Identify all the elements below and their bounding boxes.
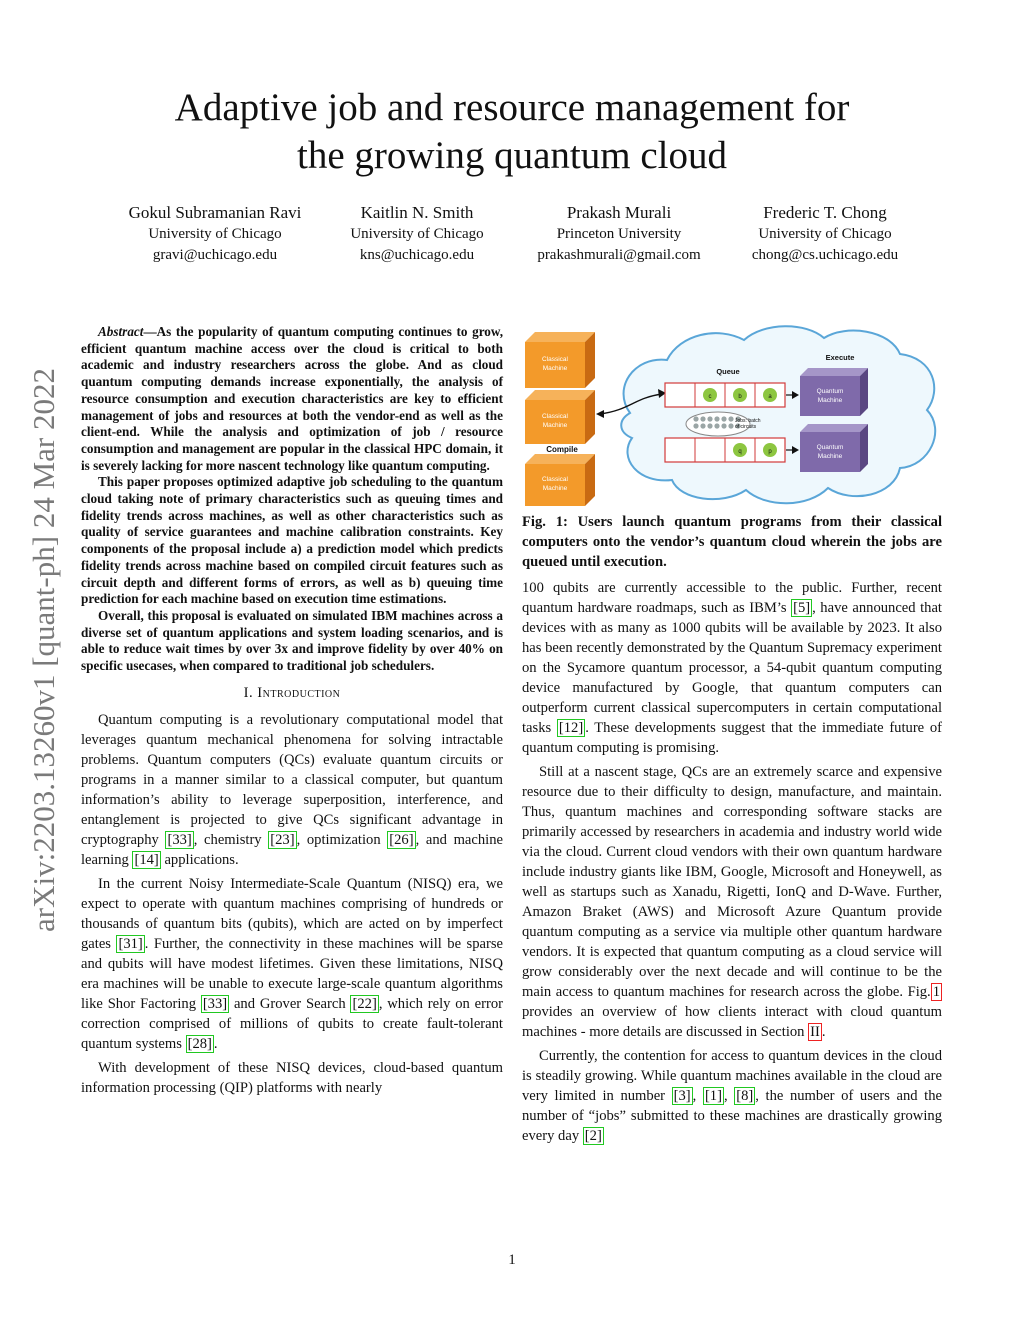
queue-2: [665, 438, 785, 462]
intro-paragraph-1: [81, 710, 503, 870]
abstract-paragraph-2: This paper proposes optimized adaptive job scheduling to the quantum cloud taking note of primary characteristics such as queuing times and fidelity trends across machines, as well as other characteristics such as quality of service guarantees and machine calibration constraints. Key components of the proposal include a) a prediction model which predicts fidelity trends across machine based on compiled circuit features such as circuit depth and different forms of errors, as well as b) queuing time prediction for each machine based on execution time estimations.: [81, 474, 503, 607]
right-paragraph-2: [522, 762, 942, 1042]
author-1: [110, 202, 320, 266]
text: , chemistry: [193, 831, 269, 848]
queue-label: Queue: [716, 367, 740, 376]
author-affiliation: University of Chicago: [758, 226, 892, 242]
right-paragraph-1: [522, 578, 942, 758]
paper-title: [0, 84, 1024, 180]
author-name: Prakash Murali: [566, 203, 672, 222]
classical-machine-1: [525, 332, 595, 388]
left-column: [81, 324, 503, 1102]
citation-link[interactable]: [31]: [118, 935, 143, 952]
author-4: [720, 202, 930, 266]
citation-link[interactable]: [3]: [673, 1088, 691, 1104]
citation-link[interactable]: [33]: [202, 995, 228, 1012]
page-number: 1: [508, 1252, 516, 1268]
figure-1-diagram: [522, 318, 942, 508]
intro-paragraph-3: With development of these NISQ devices, cloud-based quantum information processing (QIP) platforms with nearly: [81, 1059, 503, 1096]
citation-link[interactable]: [2]: [584, 1128, 602, 1144]
citation-link[interactable]: [22]: [352, 995, 377, 1012]
quantum-label-line-2: Machine: [817, 397, 843, 404]
author-email: chong@cs.uchicago.edu: [751, 247, 899, 263]
text: , which rely on error correction comprised of millions of qubits to create fault-tolerant quantum systems: [81, 995, 503, 1052]
text: Currently, the contention for access to quantum devices in the cloud is steadily growing. While quantum machines available in the cloud are very limited in number: [522, 1048, 942, 1104]
text: Still at a nascent stage, QCs are an extremely scarce and expensive resource due to their difficulty to design, manufacture, and maintain. Thus, quantum machines and corresponding software stacks are primarily accessed by researchers in academia and industry world wide via the cloud. Current cloud vendors with their own quantum hardware include industry giants like IBM, Google, Microsoft and Honeywell, as well as startups such as Xanadu, Rigetti, IonQ and D-Wave. Further, Amazon Braket (AWS) and Microsoft Azure Quantum provide quantum computing as a service via multiple other quantum hardware vendors. It is expected that quantum computing as a cloud service will grow considerably over the next decade and will continue to be the main access to quantum machines for research across the globe. Fig.: [522, 764, 942, 1000]
text: .: [213, 1035, 218, 1052]
quantum-machine-2: [800, 424, 868, 472]
quantum-cloud-shape: [621, 326, 935, 503]
job-a: a: [768, 394, 772, 400]
text: applications.: [160, 851, 239, 868]
arrowhead-left-icon: [596, 410, 604, 418]
quantum-machine-1: [800, 368, 868, 416]
text: . Further, the connectivity in these machines will be sparse and qubits will have modest lifetimes. Given these limitations, NISQ era machines will be unable to execute large-scale quantum algorithms like Shor Factoring: [81, 935, 503, 1012]
author-affiliation: University of Chicago: [350, 226, 484, 242]
citation-link[interactable]: [14]: [134, 851, 159, 868]
intro-paragraph-2: [81, 874, 503, 1054]
compile-label: Compile: [546, 445, 578, 454]
citation-link[interactable]: [33]: [167, 831, 192, 848]
jobs-label-line-2: of circuits: [735, 424, 757, 430]
author-email: kns@uchicago.edu: [359, 247, 475, 263]
quantum-label-line-1: Quantum: [816, 444, 844, 451]
title-line-1: Adaptive job and resource management for: [174, 86, 850, 129]
citation-link[interactable]: [28]: [187, 1035, 212, 1052]
classical-label-line-2: Machine: [542, 485, 568, 492]
right-column: [522, 578, 942, 1150]
text: . These developments suggest that the immediate future of quantum computing is promising.: [522, 720, 942, 756]
author-affiliation: University of Chicago: [148, 226, 282, 242]
author-email: gravi@uchicago.edu: [152, 247, 278, 263]
citation-link[interactable]: [8]: [736, 1088, 754, 1104]
abstract: [81, 324, 503, 675]
citation-link[interactable]: [26]: [389, 831, 414, 848]
author-name: Frederic T. Chong: [763, 203, 887, 222]
figure-1-caption: Fig. 1: Users launch quantum programs from their classical computers onto the vendor’s quantum cloud wherein the jobs are queued until execution.: [522, 514, 942, 570]
section-number: I.: [243, 684, 254, 701]
execute-label: Execute: [825, 353, 855, 362]
section-title: Introduction: [257, 684, 341, 701]
citation-link[interactable]: [1]: [704, 1088, 722, 1104]
text: , the number of users and the number of “jobs” submitted to these machines are drastically growing every day: [522, 1088, 943, 1144]
job-p: p: [768, 449, 772, 455]
section-reference-link[interactable]: II: [810, 1024, 820, 1040]
author-name: Kaitlin N. Smith: [360, 203, 474, 222]
queue-1: [665, 383, 785, 407]
classical-label-line-2: Machine: [542, 422, 568, 429]
citation-link[interactable]: [5]: [793, 600, 811, 616]
classical-label-line-1: Classical: [541, 476, 569, 483]
abstract-paragraph-3: Overall, this proposal is evaluated on simulated IBM machines across a diverse set of quantum applications and system loading scenarios, and is able to reduce wait times by over 3x and improve fidelity by over 40% on specific usecases, when compared to traditional job schedulers.: [81, 607, 503, 674]
figure-1: [522, 318, 942, 508]
text: Quantum computing is a revolutionary computational model that leverages quantum mechanical phenomena for solving intractable problems. Quantum computers (QCs) evaluate quantum circuits or programs in a manner similar to a classical computer, but quantum information’s ability to leverage superposition, interference, and entanglement is projected to give QCs significant advantage in cryptography: [81, 711, 503, 848]
text: In the current Noisy Intermediate-Scale Quantum (NISQ) era, we expect to operate with quantum machines comprising of hundreds or thousands of quantum bits (qubits), which are acted on by imperfect gates: [81, 875, 503, 952]
quantum-label-line-2: Machine: [817, 453, 843, 460]
abstract-label: Abstract: [98, 324, 144, 339]
classical-machine-3: [525, 454, 595, 506]
author-affiliation: Princeton University: [556, 226, 682, 242]
abstract-text-1: As the popularity of quantum computing continues to grow, efficient quantum machine access over the cloud is critical to both academic and industry researchers across the globe. And as cloud quantum computing demands increase exponentially, the analysis of resource consumption and execution characteristics are key to efficient management of jobs and resources at both the vendor-end as well as the client-end. While the analysis and optimization of job / resource consumption and management are popular in the classical HPC domain, it is severely lacking for more nascent technology like quantum computing.: [81, 324, 503, 473]
text: .: [821, 1024, 826, 1040]
right-paragraph-3: [522, 1046, 942, 1146]
text: , and machine learning: [81, 831, 504, 868]
citation-link[interactable]: [23]: [270, 831, 295, 848]
figure-reference-link[interactable]: 1: [932, 984, 940, 1000]
classical-label-line-2: Machine: [542, 365, 568, 372]
arxiv-identifier: arXiv:2203.13260v1 [quant-ph] 24 Mar 2022: [26, 368, 61, 932]
jobs-label-line-1: Jobs: batch: [735, 418, 761, 424]
text: ,: [723, 1088, 735, 1104]
text: , have announced that devices with as many as 1000 qubits will be available by 2023. It also has been recently demonstrated by the Quantum Supremacy experiment on the Sycamore quantum processor, a 54-qubit quantum computing device manufactured by Google, that quantum computers can outperform current classical supercomputers in certain computational tasks: [522, 600, 942, 736]
quantum-label-line-1: Quantum: [816, 388, 844, 395]
job-q: q: [738, 449, 742, 455]
abstract-paragraph-1: Abstract—As the popularity of quantum computing continues to grow, efficient quantum machine access over the cloud is critical to both academic and industry researchers across the globe. And as cloud quantum computing demands increase exponentially, the analysis of resource consumption and execution characteristics are key to efficient management of jobs and resources at both the vendor-end as well as the client-end. While the analysis and optimization of job / resource consumption and management are popular in the classical HPC domain, it is severely lacking for more nascent technology like quantum computing.: [81, 324, 503, 473]
classical-label-line-1: Classical: [541, 356, 569, 363]
section-heading-introduction: [81, 683, 503, 703]
title-line-2: the growing quantum cloud: [296, 134, 727, 177]
author-2: [312, 202, 522, 266]
citation-link[interactable]: [12]: [558, 720, 584, 736]
author-3: [514, 202, 724, 266]
author-email: prakashmurali@gmail.com: [537, 247, 701, 263]
author-name: Gokul Subramanian Ravi: [128, 203, 302, 222]
text: 100 qubits are currently accessible to the public. Further, recent quantum hardware roadmaps, such as IBM’s: [522, 580, 942, 616]
text: ,: [692, 1088, 703, 1104]
text: provides an overview of how clients interact with cloud quantum machines - more details are discussed in Section: [522, 1004, 942, 1040]
job-b: b: [738, 394, 742, 400]
classical-machine-2: [525, 390, 595, 444]
text: and Grover Search: [229, 995, 351, 1012]
classical-label-line-1: Classical: [541, 413, 569, 420]
text: , optimization: [296, 831, 388, 848]
job-c: c: [708, 394, 712, 400]
